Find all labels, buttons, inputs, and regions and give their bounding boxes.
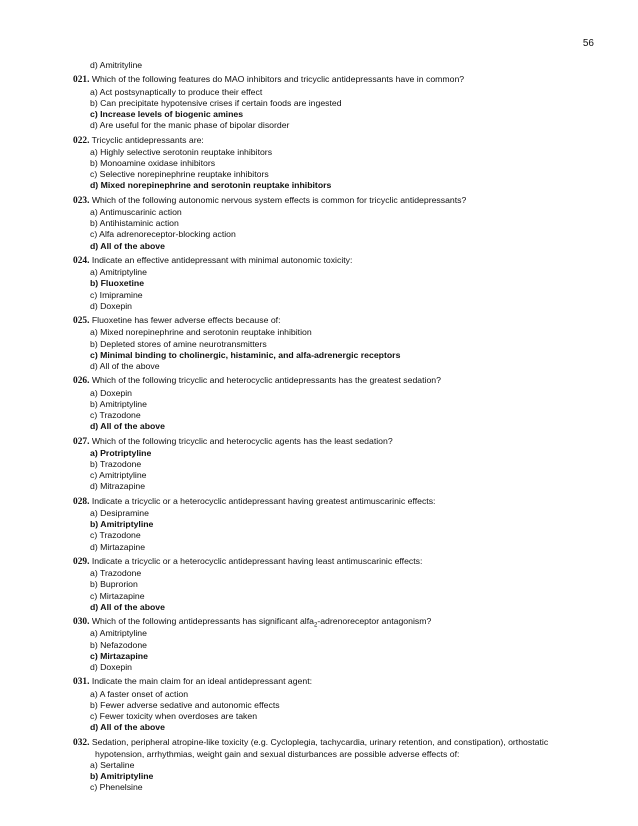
question-text: Which of the following tricyclic and heterocyclic agents has the least sedation? bbox=[91, 435, 393, 446]
question-stem bbox=[73, 375, 603, 387]
answer-option: a) Doxepin bbox=[90, 387, 133, 398]
answer-option: b) Trazodone bbox=[90, 459, 142, 470]
question-item bbox=[73, 135, 603, 192]
question-text-tail: -adrenoreceptor antagonism? bbox=[317, 616, 432, 627]
question-item bbox=[73, 436, 603, 493]
answer-option: d) Are useful for the manic phase of bipolar disorder bbox=[90, 120, 290, 131]
question-number: 024. bbox=[73, 256, 90, 266]
answer-option: a) Mixed norepinephrine and serotonin reuptake inhibition bbox=[90, 327, 312, 338]
question-list bbox=[73, 60, 603, 794]
answer-option: c) Phenelsine bbox=[90, 782, 143, 793]
question-item bbox=[73, 737, 603, 794]
question-stem bbox=[73, 315, 603, 327]
question-text: Which of the following antidepressants has significant alfa bbox=[91, 616, 314, 627]
answer-option: b) Buprorion bbox=[90, 579, 138, 590]
question-text: hypotension, arrhythmias, weight gain and sexual disturbances are possible adverse effects of: bbox=[95, 748, 460, 759]
answer-option: b) Monoamine oxidase inhibitors bbox=[90, 158, 216, 168]
question-number: 028. bbox=[73, 496, 90, 507]
answer-option: b) Nefazodone bbox=[90, 639, 147, 650]
question-text: Which of the following autonomic nervous system effects is common for tricyclic antidepressants? bbox=[91, 194, 467, 205]
question-text: Indicate a tricyclic or a heterocyclic antidepressant having least antimuscarinic effects: bbox=[91, 556, 423, 567]
answer-option: b) Can precipitate hypotensive crises if certain foods are ingested bbox=[90, 97, 342, 108]
question-item bbox=[73, 556, 603, 613]
subscript: 2 bbox=[313, 622, 318, 629]
question-text: Which of the following features do MAO inhibitors and tricyclic antidepressants have in common? bbox=[91, 74, 465, 85]
question-stem bbox=[73, 737, 603, 749]
answer-option: b) Amitriptyline bbox=[90, 398, 147, 409]
answer-option-correct: b) Amitriptyline bbox=[90, 771, 154, 782]
question-text: Which of the following tricyclic and heterocyclic antidepressants has the greatest sedation? bbox=[91, 375, 441, 386]
question-item bbox=[73, 496, 603, 553]
answer-option: b) Fewer adverse sedative and autonomic effects bbox=[90, 699, 280, 710]
question-stem bbox=[73, 556, 603, 568]
answer-option: a) Amitriptyline bbox=[90, 267, 147, 278]
answer-option: a) Sertaline bbox=[90, 760, 135, 771]
question-number: 027. bbox=[73, 436, 90, 447]
answer-option: d) Mirtazapine bbox=[90, 541, 146, 552]
answer-option: c) Trazodone bbox=[90, 410, 141, 421]
answer-option: a) Antimuscarinic action bbox=[90, 207, 182, 217]
answer-option-correct: c) Mirtazapine bbox=[90, 650, 148, 661]
question-item bbox=[73, 315, 603, 372]
answer-option-correct: b) Fluoxetine bbox=[90, 278, 145, 289]
question-item bbox=[73, 676, 603, 733]
answer-option-correct: d) All of the above bbox=[90, 240, 165, 251]
answer-option: a) Act postsynaptically to produce their effect bbox=[90, 86, 263, 97]
answer-option-correct: b) Amitriptyline bbox=[90, 519, 154, 530]
question-number: 030. bbox=[73, 617, 90, 628]
question-item bbox=[73, 255, 603, 312]
question-number: 021. bbox=[73, 75, 90, 86]
question-item bbox=[73, 375, 603, 432]
page-number: 56 bbox=[582, 38, 594, 49]
question-number: 025. bbox=[73, 316, 90, 327]
question-stem bbox=[73, 255, 603, 267]
question-number: 032. bbox=[73, 737, 90, 748]
answer-option: d) Doxepin bbox=[90, 300, 133, 311]
answer-option-correct: a) Protriptyline bbox=[90, 447, 152, 458]
answer-option: a) Highly selective serotonin reuptake inhibitors bbox=[90, 146, 273, 157]
question-stem bbox=[73, 436, 603, 448]
question-text: Indicate the main claim for an ideal antidepressant agent: bbox=[91, 676, 313, 687]
question-stem bbox=[73, 74, 603, 86]
question-stem bbox=[73, 496, 603, 508]
question-text: Indicate a tricyclic or a heterocyclic antidepressant having greatest antimuscarinic effects: bbox=[91, 495, 436, 506]
question-stem bbox=[73, 135, 603, 147]
answer-option-correct: d) Mixed norepinephrine and serotonin reuptake inhibitors bbox=[90, 180, 332, 191]
question-stem bbox=[73, 195, 603, 207]
answer-option: c) Alfa adrenoreceptor-blocking action bbox=[90, 229, 236, 240]
answer-option: c) Amitriptyline bbox=[90, 470, 147, 481]
answer-option-correct: c) Minimal binding to cholinergic, histaminic, and alfa-adrenergic receptors bbox=[90, 349, 401, 360]
question-number: 023. bbox=[73, 195, 90, 206]
question-item bbox=[73, 195, 603, 252]
answer-option: b) Depleted stores of amine neurotransmitters bbox=[90, 338, 267, 349]
question-text: Indicate an effective antidepressant with minimal autonomic toxicity: bbox=[91, 255, 353, 265]
questions-container bbox=[73, 74, 603, 793]
answer-option: d) All of the above bbox=[90, 361, 160, 372]
answer-option: a) Amitriptyline bbox=[90, 628, 147, 639]
answer-option: b) Antihistaminic action bbox=[90, 218, 179, 229]
question-item bbox=[73, 616, 603, 673]
question-stem bbox=[73, 616, 603, 628]
question-number: 031. bbox=[73, 677, 90, 688]
question-text: Sedation, peripheral atropine-like toxicity (e.g. Cycloplegia, tachycardia, urinary retention, and constipation), orthostatic bbox=[91, 736, 549, 747]
answer-option-correct: d) All of the above bbox=[90, 722, 165, 733]
answer-option: c) Selective norepinephrine reuptake inhibitors bbox=[90, 169, 269, 180]
question-item bbox=[73, 74, 603, 131]
answer-option: c) Imipramine bbox=[90, 289, 143, 300]
question-number: 026. bbox=[73, 376, 90, 387]
question-number: 022. bbox=[73, 135, 90, 146]
answer-option: a) Trazodone bbox=[90, 568, 142, 579]
answer-option: a) Desipramine bbox=[90, 508, 149, 519]
answer-option-correct: d) All of the above bbox=[90, 601, 165, 612]
answer-option-correct: d) All of the above bbox=[90, 421, 165, 432]
question-text: Fluoxetine has fewer adverse effects because of: bbox=[91, 315, 281, 326]
question-text: Tricyclic antidepressants are: bbox=[91, 134, 204, 145]
answer-option: d) Doxepin bbox=[90, 662, 133, 673]
answer-option: d) Mitrazapine bbox=[90, 481, 146, 492]
answer-option-correct: c) Increase levels of biogenic amines bbox=[90, 109, 244, 119]
answer-option: a) A faster onset of action bbox=[90, 688, 189, 699]
answer-option: c) Mirtazapine bbox=[90, 590, 145, 601]
question-stem-continued bbox=[73, 749, 603, 760]
question-stem bbox=[73, 676, 603, 688]
carryover-option: d) Amitrityline bbox=[90, 60, 143, 70]
answer-option: c) Fewer toxicity when overdoses are taken bbox=[90, 711, 258, 722]
answer-option: c) Trazodone bbox=[90, 530, 141, 541]
question-number: 029. bbox=[73, 557, 90, 568]
